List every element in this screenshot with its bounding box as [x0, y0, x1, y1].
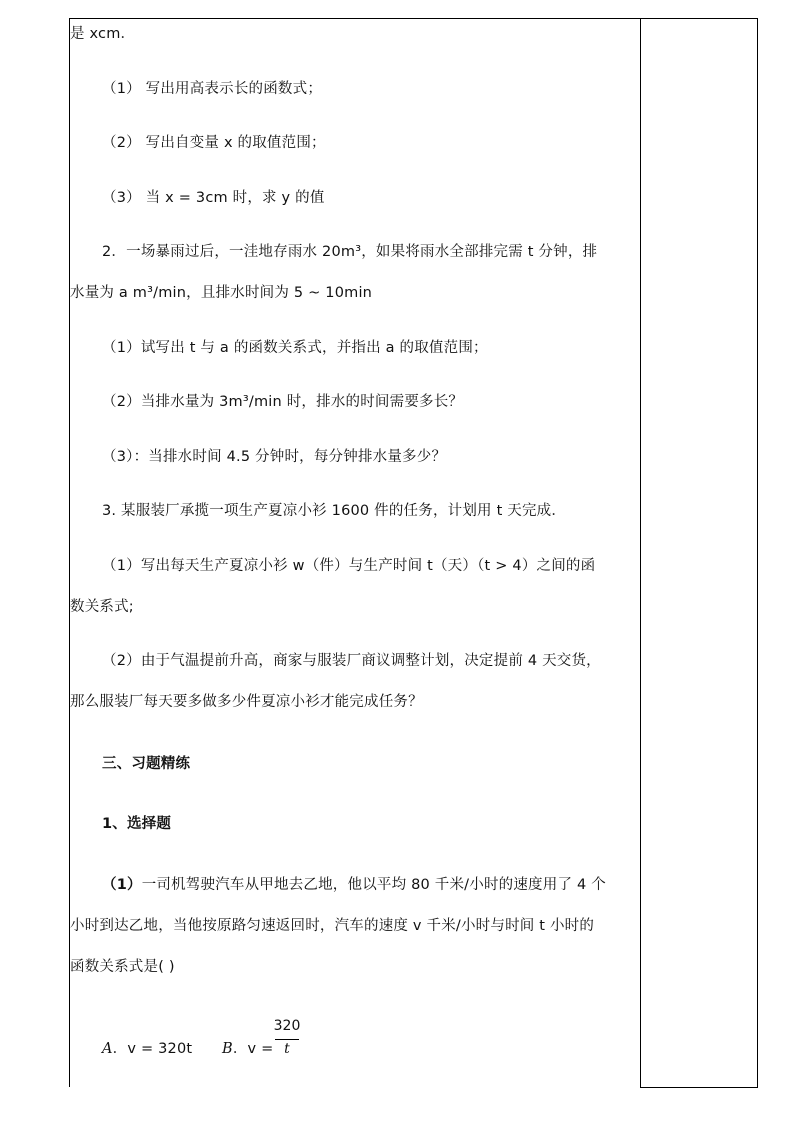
option-b-letter: B [222, 1041, 233, 1057]
question-3-part-1-line-1: （1）写出每天生产夏凉小衫 w（件）与生产时间 t（天）（t > 4）之间的函 [102, 558, 596, 574]
question-2-line-1: 2．一场暴雨过后，一洼地存雨水 20m³，如果将雨水全部排完需 t 分钟，排 [102, 244, 598, 260]
question-3-part-1-line-2: 数关系式; [70, 599, 134, 615]
subsection-heading-multiple-choice: 1、选择题 [102, 816, 172, 832]
question-2-part-1: （1）试写出 t 与 a 的函数关系式，并指出 a 的取值范围； [102, 340, 488, 356]
choice-question-1-line-2: 小时到达乙地，当他按原路匀速返回时，汽车的速度 v 千米/小时与时间 t 小时的 [70, 918, 595, 934]
question-3-part-2-line-1: （2）由于气温提前升高，商家与服装厂商议调整计划，决定提前 4 天交货， [102, 653, 601, 669]
question-1-part-2: （2） 写出自变量 x 的取值范围； [102, 135, 326, 151]
choice-question-1-text: 一司机驾驶汽车从甲地去乙地，他以平均 80 千米/小时的速度用了 4 个 [141, 877, 606, 893]
option-b-fraction-bar [275, 1039, 299, 1040]
table-side-cell [640, 18, 758, 1088]
text-line-1: 是 xcm． [70, 26, 136, 42]
question-2-part-3: （3）：当排水时间 4.5 分钟时，每分钟排水量多少？ [102, 449, 447, 465]
option-b-fraction-denominator: t [284, 1041, 290, 1057]
section-heading-exercises: 三、习题精练 [102, 756, 191, 772]
option-a [102, 1039, 192, 1059]
question-3-line-1: 3. 某服装厂承揽一项生产夏凉小衫 1600 件的任务，计划用 t 天完成． [102, 503, 567, 519]
option-b [222, 1039, 274, 1059]
option-a-text: ．v = 320t [112, 1041, 193, 1057]
choice-question-1-line-3: 函数关系式是( ) [70, 959, 175, 975]
question-1-part-1: （1） 写出用高表示长的函数式； [102, 81, 323, 97]
choice-question-1-line-1 [102, 875, 606, 895]
question-2-line-2: 水量为 a m³/min，且排水时间为 5 ~ 10min [70, 285, 373, 301]
option-b-text: ．v = [232, 1041, 274, 1057]
question-1-part-3: （3） 当 x = 3cm 时，求 y 的值 [102, 190, 325, 206]
question-2-part-2: （2）当排水量为 3m³/min 时，排水的时间需要多长？ [102, 394, 464, 410]
question-3-part-2-line-2: 那么服装厂每天要多做多少件夏凉小衫才能完成任务？ [70, 694, 423, 710]
option-a-letter: A [102, 1041, 113, 1057]
option-b-fraction-numerator: 320 [273, 1018, 301, 1034]
choice-question-1-number: （1） [102, 877, 142, 893]
